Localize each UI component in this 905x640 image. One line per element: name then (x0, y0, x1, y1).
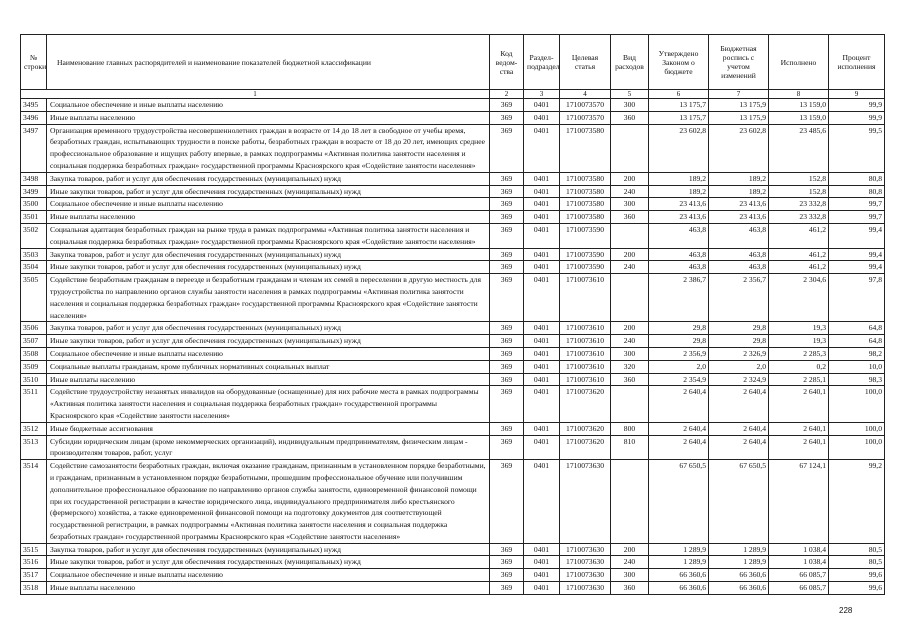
column-number: 6 (649, 90, 709, 99)
row-section: 0401 (524, 223, 560, 248)
row-number: 3498 (21, 172, 47, 185)
row-name: Иные выплаты населению (47, 373, 490, 386)
row-approved: 2 386,7 (649, 274, 709, 322)
row-section: 0401 (524, 335, 560, 348)
row-budget-schedule: 189,2 (709, 185, 769, 198)
row-expense-type: 360 (611, 111, 649, 124)
table-row (21, 172, 885, 185)
table-row (21, 198, 885, 211)
row-department-code: 369 (490, 322, 524, 335)
row-approved: 29,8 (649, 322, 709, 335)
header-target-article: Целевая статья (560, 35, 611, 90)
row-budget-schedule: 2 640,4 (709, 422, 769, 435)
row-expense-type: 320 (611, 360, 649, 373)
table-row (21, 569, 885, 582)
table-row (21, 386, 885, 422)
table-row (21, 556, 885, 569)
row-approved: 189,2 (649, 172, 709, 185)
row-section: 0401 (524, 198, 560, 211)
row-expense-type: 240 (611, 556, 649, 569)
row-expense-type: 200 (611, 543, 649, 556)
row-budget-schedule: 2 640,4 (709, 435, 769, 460)
row-budget-schedule: 2 356,7 (709, 274, 769, 322)
row-target-article: 1710073630 (560, 582, 611, 595)
row-approved: 1 289,9 (649, 543, 709, 556)
row-department-code: 369 (490, 556, 524, 569)
row-expense-type: 300 (611, 569, 649, 582)
row-target-article: 1710073580 (560, 172, 611, 185)
row-name: Иные закупки товаров, работ и услуг для обеспечения государственных (муниципальных) нужд (47, 185, 490, 198)
row-expense-type: 360 (611, 211, 649, 224)
row-budget-schedule: 463,8 (709, 223, 769, 248)
row-department-code: 369 (490, 347, 524, 360)
row-percent: 64,8 (829, 322, 885, 335)
row-approved: 189,2 (649, 185, 709, 198)
row-executed: 2 640,1 (769, 386, 829, 422)
row-section: 0401 (524, 124, 560, 172)
row-number: 3503 (21, 248, 47, 261)
row-section: 0401 (524, 172, 560, 185)
row-number: 3502 (21, 223, 47, 248)
row-number: 3507 (21, 335, 47, 348)
row-department-code: 369 (490, 360, 524, 373)
row-percent: 99,9 (829, 99, 885, 112)
row-budget-schedule: 66 360,6 (709, 582, 769, 595)
table-row (21, 347, 885, 360)
row-section: 0401 (524, 322, 560, 335)
row-percent: 100,0 (829, 386, 885, 422)
row-executed: 23 332,8 (769, 198, 829, 211)
row-target-article: 1710073610 (560, 373, 611, 386)
row-executed: 13 159,0 (769, 99, 829, 112)
row-approved: 13 175,7 (649, 99, 709, 112)
table-row (21, 261, 885, 274)
row-number: 3513 (21, 435, 47, 460)
row-budget-schedule: 13 175,9 (709, 99, 769, 112)
row-number: 3515 (21, 543, 47, 556)
row-budget-schedule: 189,2 (709, 172, 769, 185)
row-executed: 19,3 (769, 322, 829, 335)
row-approved: 2 354,9 (649, 373, 709, 386)
row-expense-type: 810 (611, 435, 649, 460)
table-row (21, 335, 885, 348)
row-name: Содействие безработным гражданам в переезде и безработным гражданам и членам их семей в переселении в другую местность для трудоустройства по направлению органов службы занятости населения в рамках подпрограммы «Активная политика занятости населения и социальная поддержка безработных граждан» государственной программы Красноярского края «Содействие занятости населения» (47, 274, 490, 322)
row-target-article: 1710073570 (560, 111, 611, 124)
row-target-article: 1710073590 (560, 223, 611, 248)
row-approved: 66 360,6 (649, 569, 709, 582)
row-target-article: 1710073630 (560, 556, 611, 569)
row-department-code: 369 (490, 111, 524, 124)
row-expense-type: 300 (611, 198, 649, 211)
row-department-code: 369 (490, 274, 524, 322)
row-expense-type: 240 (611, 261, 649, 274)
row-name: Социальная адаптация безработных граждан на рынке труда в рамках подпрограммы «Активная политика занятости населения и социальная поддержка безработных граждан» государственной программы Красноярского края «Содействие занятости населения» (47, 223, 490, 248)
row-budget-schedule: 2 326,9 (709, 347, 769, 360)
row-section: 0401 (524, 274, 560, 322)
row-expense-type (611, 274, 649, 322)
row-percent: 99,4 (829, 223, 885, 248)
row-number: 3510 (21, 373, 47, 386)
row-percent: 99,2 (829, 460, 885, 544)
row-executed: 0,2 (769, 360, 829, 373)
row-name: Социальное обеспечение и иные выплаты населению (47, 569, 490, 582)
row-percent: 97,8 (829, 274, 885, 322)
row-target-article: 1710073580 (560, 185, 611, 198)
row-target-article: 1710073610 (560, 360, 611, 373)
row-budget-schedule: 1 289,9 (709, 543, 769, 556)
row-department-code: 369 (490, 335, 524, 348)
row-department-code: 369 (490, 223, 524, 248)
row-section: 0401 (524, 360, 560, 373)
row-section: 0401 (524, 422, 560, 435)
row-executed: 461,2 (769, 248, 829, 261)
row-executed: 19,3 (769, 335, 829, 348)
row-section: 0401 (524, 111, 560, 124)
table-row (21, 124, 885, 172)
row-executed: 66 085,7 (769, 582, 829, 595)
row-department-code: 369 (490, 373, 524, 386)
table-row (21, 582, 885, 595)
row-expense-type (611, 124, 649, 172)
row-approved: 2 640,4 (649, 386, 709, 422)
row-number: 3497 (21, 124, 47, 172)
row-name: Иные закупки товаров, работ и услуг для обеспечения государственных (муниципальных) нужд (47, 335, 490, 348)
row-department-code: 369 (490, 422, 524, 435)
row-executed: 1 038,4 (769, 556, 829, 569)
row-expense-type (611, 386, 649, 422)
row-percent: 100,0 (829, 435, 885, 460)
row-target-article: 1710073620 (560, 386, 611, 422)
column-number: 8 (769, 90, 829, 99)
row-number: 3512 (21, 422, 47, 435)
row-number: 3500 (21, 198, 47, 211)
row-name: Содействие трудоустройству незанятых инвалидов на оборудованные (оснащенные) для них рабочие места в рамках подпрограммы «Активная политика занятости населения и социальная поддержка безработных граждан» государственной программы Красноярского края «Содействие занятости населения» (47, 386, 490, 422)
row-approved: 23 413,6 (649, 211, 709, 224)
row-budget-schedule: 67 650,5 (709, 460, 769, 544)
row-budget-schedule: 463,8 (709, 248, 769, 261)
row-number: 3518 (21, 582, 47, 595)
header-row-number: № строки (21, 35, 47, 90)
header-expense-type: Вид расходов (611, 35, 649, 90)
table-row (21, 435, 885, 460)
row-department-code: 369 (490, 99, 524, 112)
row-name: Закупка товаров, работ и услуг для обеспечения государственных (муниципальных) нужд (47, 322, 490, 335)
row-expense-type: 200 (611, 172, 649, 185)
row-number: 3505 (21, 274, 47, 322)
row-department-code: 369 (490, 582, 524, 595)
row-section: 0401 (524, 347, 560, 360)
row-percent: 99,4 (829, 248, 885, 261)
row-budget-schedule: 463,8 (709, 261, 769, 274)
row-target-article: 1710073570 (560, 99, 611, 112)
row-executed: 2 285,3 (769, 347, 829, 360)
row-name: Закупка товаров, работ и услуг для обеспечения государственных (муниципальных) нужд (47, 248, 490, 261)
row-target-article: 1710073590 (560, 248, 611, 261)
row-approved: 67 650,5 (649, 460, 709, 544)
row-target-article: 1710073630 (560, 460, 611, 544)
row-approved: 463,8 (649, 261, 709, 274)
row-executed: 461,2 (769, 223, 829, 248)
table-row (21, 373, 885, 386)
row-expense-type: 300 (611, 99, 649, 112)
row-department-code: 369 (490, 460, 524, 544)
row-expense-type (611, 223, 649, 248)
row-number: 3495 (21, 99, 47, 112)
row-target-article: 1710073580 (560, 211, 611, 224)
row-department-code: 369 (490, 248, 524, 261)
row-expense-type: 240 (611, 335, 649, 348)
table-row (21, 185, 885, 198)
row-section: 0401 (524, 261, 560, 274)
row-executed: 67 124,1 (769, 460, 829, 544)
table-body (21, 99, 885, 595)
row-number: 3514 (21, 460, 47, 544)
row-department-code: 369 (490, 172, 524, 185)
row-budget-schedule: 13 175,9 (709, 111, 769, 124)
row-name: Содействие самозанятости безработных граждан, включая оказание гражданам, признанным в установленном порядке безработными, и гражданам, признанным в установленном порядке безработными, прошедшим профессиональное обучение или получившим дополнительное профессиональное образование по направлению органов службы занятости, единовременной финансовой помощи при их государственной регистрации в качестве юридического лица, индивидуального предпринимателя либо крестьянского (фермерского) хозяйства, а также единовременной финансовой помощи на подготовку документов для соответствующей государственной регистрации, в рамках подпрограммы «Активная политика занятости населения и социальная поддержка безработных граждан» государственной программы Красноярского края «Содействие занятости населения» (47, 460, 490, 544)
header-executed: Исполнено (769, 35, 829, 90)
column-numbers-row (21, 90, 885, 99)
table-row (21, 223, 885, 248)
row-percent: 99,6 (829, 582, 885, 595)
row-number: 3508 (21, 347, 47, 360)
table-row (21, 322, 885, 335)
row-budget-schedule: 2,0 (709, 360, 769, 373)
row-approved: 2 640,4 (649, 435, 709, 460)
table-row (21, 543, 885, 556)
row-section: 0401 (524, 569, 560, 582)
header-row (21, 35, 885, 90)
table-row (21, 422, 885, 435)
row-approved: 2 356,9 (649, 347, 709, 360)
header-name: Наименование главных распорядителей и наименование показателей бюджетной классификации (47, 35, 490, 90)
row-name: Субсидии юридическим лицам (кроме некоммерческих организаций), индивидуальным предпринимателям, физическим лицам - производителям товаров, работ, услуг (47, 435, 490, 460)
header-execution-percent: Процент исполнения (829, 35, 885, 90)
row-name: Организация временного трудоустройства несовершеннолетних граждан в возрасте от 14 до 18 лет в свободное от учебы время, безработных граждан, испытывающих трудности в поиске работы, безработных граждан в возрасте от 18 до 20 лет, имеющих среднее профессиональное образование и ищущих работу впервые, в рамках подпрограммы «Активная политика занятости населения и социальная поддержка безработных граждан» государственной программы Красноярского края «Содействие занятости населения» (47, 124, 490, 172)
row-approved: 463,8 (649, 223, 709, 248)
row-section: 0401 (524, 373, 560, 386)
row-percent: 99,7 (829, 211, 885, 224)
row-executed: 13 159,0 (769, 111, 829, 124)
row-target-article: 1710073610 (560, 347, 611, 360)
row-expense-type: 800 (611, 422, 649, 435)
row-name: Иные выплаты населению (47, 211, 490, 224)
row-executed: 23 485,6 (769, 124, 829, 172)
row-name: Социальное обеспечение и иные выплаты населению (47, 347, 490, 360)
row-name: Иные закупки товаров, работ и услуг для обеспечения государственных (муниципальных) нужд (47, 261, 490, 274)
column-number: 1 (21, 90, 490, 99)
row-percent: 99,9 (829, 111, 885, 124)
row-budget-schedule: 66 360,6 (709, 569, 769, 582)
row-target-article: 1710073620 (560, 435, 611, 460)
row-approved: 66 360,6 (649, 582, 709, 595)
row-budget-schedule: 29,8 (709, 335, 769, 348)
row-target-article: 1710073630 (560, 543, 611, 556)
row-executed: 2 304,6 (769, 274, 829, 322)
table-row (21, 248, 885, 261)
row-expense-type: 200 (611, 248, 649, 261)
header-section: Раздел-подраздел (524, 35, 560, 90)
row-percent: 80,8 (829, 172, 885, 185)
row-budget-schedule: 29,8 (709, 322, 769, 335)
row-name: Иные бюджетные ассигнования (47, 422, 490, 435)
row-department-code: 369 (490, 211, 524, 224)
row-percent: 99,4 (829, 261, 885, 274)
row-department-code: 369 (490, 569, 524, 582)
row-executed: 152,8 (769, 172, 829, 185)
row-percent: 99,7 (829, 198, 885, 211)
row-department-code: 369 (490, 185, 524, 198)
row-target-article: 1710073580 (560, 198, 611, 211)
row-executed: 2 640,1 (769, 422, 829, 435)
row-percent: 98,2 (829, 347, 885, 360)
table-row (21, 360, 885, 373)
row-executed: 1 038,4 (769, 543, 829, 556)
row-name: Закупка товаров, работ и услуг для обеспечения государственных (муниципальных) нужд (47, 543, 490, 556)
row-department-code: 369 (490, 124, 524, 172)
row-section: 0401 (524, 460, 560, 544)
table-row (21, 111, 885, 124)
row-name: Социальное обеспечение и иные выплаты населению (47, 198, 490, 211)
row-name: Социальное обеспечение и иные выплаты населению (47, 99, 490, 112)
row-target-article: 1710073610 (560, 322, 611, 335)
row-budget-schedule: 1 289,9 (709, 556, 769, 569)
column-number: 9 (829, 90, 885, 99)
row-department-code: 369 (490, 386, 524, 422)
row-department-code: 369 (490, 261, 524, 274)
row-section: 0401 (524, 248, 560, 261)
row-section: 0401 (524, 435, 560, 460)
row-percent: 80,5 (829, 556, 885, 569)
row-target-article: 1710073610 (560, 274, 611, 322)
row-approved: 23 602,8 (649, 124, 709, 172)
row-expense-type: 240 (611, 185, 649, 198)
row-number: 3496 (21, 111, 47, 124)
row-percent: 80,5 (829, 543, 885, 556)
row-expense-type: 360 (611, 582, 649, 595)
row-number: 3506 (21, 322, 47, 335)
row-approved: 29,8 (649, 335, 709, 348)
column-number: 2 (490, 90, 524, 99)
row-executed: 461,2 (769, 261, 829, 274)
table-row (21, 460, 885, 544)
row-percent: 98,3 (829, 373, 885, 386)
row-expense-type: 300 (611, 347, 649, 360)
header-approved: Утверждено Законом о бюджете (649, 35, 709, 90)
column-number: 3 (524, 90, 560, 99)
column-number: 5 (611, 90, 649, 99)
row-number: 3511 (21, 386, 47, 422)
row-budget-schedule: 2 324,9 (709, 373, 769, 386)
row-target-article: 1710073620 (560, 422, 611, 435)
row-percent: 99,6 (829, 569, 885, 582)
row-executed: 152,8 (769, 185, 829, 198)
row-name: Иные выплаты населению (47, 111, 490, 124)
header-department-code: Код ведом-ства (490, 35, 524, 90)
row-budget-schedule: 23 413,6 (709, 198, 769, 211)
row-percent: 10,0 (829, 360, 885, 373)
row-percent: 80,8 (829, 185, 885, 198)
row-target-article: 1710073630 (560, 569, 611, 582)
row-approved: 13 175,7 (649, 111, 709, 124)
row-approved: 463,8 (649, 248, 709, 261)
row-executed: 2 640,1 (769, 435, 829, 460)
row-target-article: 1710073580 (560, 124, 611, 172)
row-target-article: 1710073590 (560, 261, 611, 274)
row-approved: 2 640,4 (649, 422, 709, 435)
row-number: 3499 (21, 185, 47, 198)
row-number: 3516 (21, 556, 47, 569)
column-number: 4 (560, 90, 611, 99)
row-section: 0401 (524, 582, 560, 595)
row-expense-type: 200 (611, 322, 649, 335)
row-name: Закупка товаров, работ и услуг для обеспечения государственных (муниципальных) нужд (47, 172, 490, 185)
row-percent: 100,0 (829, 422, 885, 435)
column-number: 7 (709, 90, 769, 99)
header-budget-schedule: Бюджетная роспись с учетом изменений (709, 35, 769, 90)
row-department-code: 369 (490, 543, 524, 556)
row-percent: 99,5 (829, 124, 885, 172)
row-section: 0401 (524, 386, 560, 422)
row-number: 3509 (21, 360, 47, 373)
row-executed: 23 332,8 (769, 211, 829, 224)
row-number: 3517 (21, 569, 47, 582)
row-name: Социальные выплаты гражданам, кроме публичных нормативных социальных выплат (47, 360, 490, 373)
page-number: 228 (839, 606, 853, 615)
row-section: 0401 (524, 556, 560, 569)
row-expense-type: 360 (611, 373, 649, 386)
table-row (21, 211, 885, 224)
row-section: 0401 (524, 99, 560, 112)
table-row (21, 99, 885, 112)
budget-report-page (20, 34, 884, 595)
row-target-article: 1710073610 (560, 335, 611, 348)
row-expense-type (611, 460, 649, 544)
row-section: 0401 (524, 185, 560, 198)
row-budget-schedule: 23 413,6 (709, 211, 769, 224)
table-row (21, 274, 885, 322)
row-executed: 2 285,1 (769, 373, 829, 386)
row-department-code: 369 (490, 435, 524, 460)
row-section: 0401 (524, 211, 560, 224)
row-percent: 64,8 (829, 335, 885, 348)
row-name: Иные закупки товаров, работ и услуг для обеспечения государственных (муниципальных) нужд (47, 556, 490, 569)
row-approved: 1 289,9 (649, 556, 709, 569)
row-name: Иные выплаты населению (47, 582, 490, 595)
row-budget-schedule: 23 602,8 (709, 124, 769, 172)
row-number: 3501 (21, 211, 47, 224)
row-number: 3504 (21, 261, 47, 274)
row-budget-schedule: 2 640,4 (709, 386, 769, 422)
row-section: 0401 (524, 543, 560, 556)
row-approved: 23 413,6 (649, 198, 709, 211)
row-approved: 2,0 (649, 360, 709, 373)
row-department-code: 369 (490, 198, 524, 211)
row-executed: 66 085,7 (769, 569, 829, 582)
budget-table (20, 34, 885, 595)
